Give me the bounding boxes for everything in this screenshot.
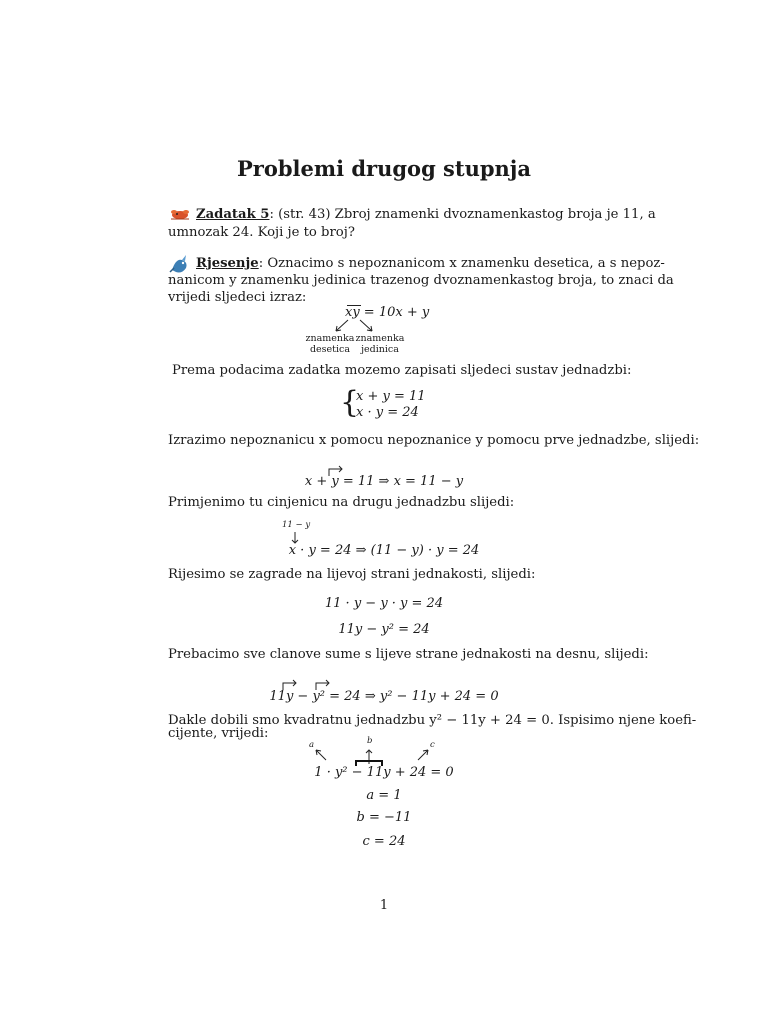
substitution-label: 11 − y <box>282 520 311 530</box>
task-text-line-1: : (str. 43) Zbroj znamenki dvoznamenkastog broja je 11, a <box>269 207 656 222</box>
paragraph-6-line-1: Dakle dobili smo kvadratnu jednadzbu y² − 11y + 24 = 0. Ispisimo njene koefi- <box>168 713 697 728</box>
solution-label: Rjesenje <box>196 256 259 271</box>
equation-4: 11y − y² = 24 <box>338 622 430 637</box>
paragraph-6-line-2: cijente, vrijedi: <box>168 726 269 741</box>
lobster-icon <box>168 205 192 223</box>
coef-b-label: b <box>367 736 373 746</box>
coefficient-arrows <box>310 746 440 766</box>
page-number: 1 <box>379 898 389 913</box>
solution-line-1 <box>196 255 665 273</box>
system-equation-2: x · y = 24 <box>356 405 419 420</box>
overline <box>347 305 361 306</box>
paragraph-4: Rijesimo se zagrade na lijevoj strani jednakosti, slijedi: <box>168 567 536 582</box>
paragraph-1: Prema podacima zadatka mozemo zapisati sljedeci sustav jednadzbi: <box>172 363 632 378</box>
equation-2: x · y = 24 ⇒ (11 − y) · y = 24 <box>288 543 480 558</box>
solution-text-line-2: nanicom y znamenku jedinica trazenog dvoznamenkastog broja, to znaci da <box>168 273 674 288</box>
units-digit-label: znamenka jedinica <box>355 333 405 355</box>
coefficient-b-value: b = −11 <box>356 810 412 825</box>
solution-text-line-1: : Oznacimo s nepoznanicom x znamenku desetica, a s nepoz- <box>258 256 665 271</box>
task-text-line-2: umnozak 24. Koji je to broj? <box>168 225 355 240</box>
paragraph-2: Izrazimo nepoznanicu x pomocu nepoznanice y pomocu prve jednadzbe, slijedi: <box>168 433 700 448</box>
system-equation-1: x + y = 11 <box>356 389 426 404</box>
paragraph-3: Primjenimo tu cinjenicu na drugu jednadzbu slijedi: <box>168 495 515 510</box>
coef-c-label: c <box>430 740 435 750</box>
move-arrows <box>280 676 340 688</box>
solution-text-line-3: vrijedi sljedeci izraz: <box>168 290 307 305</box>
task-label: Zadatak 5 <box>196 207 270 222</box>
hook-arrow-icon <box>326 462 346 474</box>
paragraph-5: Prebacimo sve clanove sume s lijeve strane jednakosti na desnu, slijedi: <box>168 647 649 662</box>
equation-3: 11 · y − y · y = 24 <box>324 596 444 611</box>
page-title: Problemi drugog stupnja <box>236 156 532 181</box>
quadratic-equation: 1 · y² − 11y + 24 = 0 <box>314 765 454 780</box>
equation-5: 11y − y² = 24 ⇒ y² − 11y + 24 = 0 <box>269 689 499 704</box>
tens-digit-label: znamenka desetica <box>305 333 355 355</box>
coef-a-label: a <box>309 740 315 750</box>
equation-1: x + y = 11 ⇒ x = 11 − y <box>304 474 464 489</box>
coefficient-c-value: c = 24 <box>362 834 406 849</box>
number-expression: xy = 10x + y <box>345 305 430 320</box>
coefficient-a-value: a = 1 <box>366 788 402 803</box>
down-arrow-icon <box>290 530 300 544</box>
task-line-1 <box>196 206 656 224</box>
digit-arrows <box>328 318 388 332</box>
system-brace: { <box>340 385 360 420</box>
